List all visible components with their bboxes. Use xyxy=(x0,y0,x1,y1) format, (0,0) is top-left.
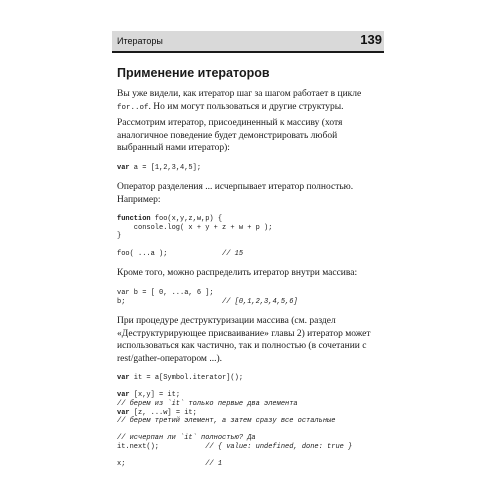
code-line xyxy=(117,224,385,233)
code-line xyxy=(117,215,385,224)
code-block-5 xyxy=(117,374,385,469)
running-header-title: Итераторы xyxy=(117,36,163,46)
page-number: 139 xyxy=(360,32,382,47)
inline-code-for-of: for..of xyxy=(117,103,149,112)
code-text: it = a[Symbol.iterator](); xyxy=(129,374,244,383)
code-text: it.next(); xyxy=(117,442,206,451)
code-line xyxy=(117,250,385,259)
code-text: var b = [ 0, ...a, 6 ]; xyxy=(117,288,214,297)
code-line xyxy=(117,298,385,307)
code-text: foo(x,y,z,w,p) { xyxy=(150,215,223,224)
code-line xyxy=(117,434,385,443)
paragraph-spread-operator: Оператор разделения ... исчерпывает итератор полностью. Например: xyxy=(117,182,354,205)
code-text: foo( ...a ); xyxy=(117,249,223,258)
code-comment: // исчерпан ли `it` полностью? Да xyxy=(117,434,256,443)
code-keyword: var xyxy=(117,391,130,400)
paragraph-destructuring: При процедуре деструктуризации массива (см. раздел «Деструктурирующее присваивание» главы 2) итератор может использоваться как частично, так и полностью (в сочетании с rest/gather-оператором ...). xyxy=(117,316,371,364)
code-comment: // берем третий элемент, а затем сразу все остальные xyxy=(117,417,336,426)
code-comment: // [0,1,2,3,4,5,6] xyxy=(222,297,298,306)
code-line xyxy=(117,460,385,469)
paragraph-array-iterator: Рассмотрим итератор, присоединенный к массиву (хотя аналогичное поведение будет демонстрировать любой выбранный нами итератор): xyxy=(117,118,343,153)
code-comment: // { value: undefined, done: true } xyxy=(205,442,353,451)
code-keyword: var xyxy=(117,163,130,172)
code-line xyxy=(117,164,385,173)
section-heading: Применение итераторов xyxy=(117,66,270,80)
code-keyword: function xyxy=(117,215,151,224)
code-text: } xyxy=(117,232,122,241)
code-block-3 xyxy=(117,250,385,259)
paragraph-intro-text-b: . Но им могут пользоваться и другие структуры. xyxy=(148,101,344,112)
code-line xyxy=(117,232,385,241)
code-comment: // 1 xyxy=(205,460,223,469)
code-text: console.log( x + y + z + w + p ); xyxy=(117,223,273,232)
code-line xyxy=(117,391,385,400)
code-text: a = [1,2,3,4,5]; xyxy=(129,163,202,172)
code-comment: // 15 xyxy=(222,249,244,258)
code-line xyxy=(117,443,385,452)
code-line xyxy=(117,409,385,418)
paragraph-intro-text-a: Вы уже видели, как итератор шаг за шагом работает в цикле xyxy=(117,89,362,99)
code-line-blank xyxy=(117,452,385,461)
code-line-blank xyxy=(117,426,385,435)
code-keyword: var xyxy=(117,374,130,383)
code-comment: // берем из `it` только первые два элемента xyxy=(117,399,298,408)
code-text: [z, ...w] = it; xyxy=(129,408,197,417)
code-text: [x,y] = it; xyxy=(129,391,181,400)
code-block-4 xyxy=(117,289,385,306)
code-line xyxy=(117,374,385,383)
code-line xyxy=(117,400,385,409)
paragraph-intro xyxy=(117,88,385,114)
code-line xyxy=(117,417,385,426)
paragraph-spread-in-array: Кроме того, можно распределить итератор внутри массива: xyxy=(117,268,358,279)
code-line-blank xyxy=(117,383,385,392)
code-keyword: var xyxy=(117,408,130,417)
code-block-1 xyxy=(117,164,385,173)
code-block-2 xyxy=(117,215,385,241)
page-content xyxy=(117,66,385,469)
code-line xyxy=(117,289,385,298)
code-text: b; xyxy=(117,297,223,306)
code-text: x; xyxy=(117,460,206,469)
